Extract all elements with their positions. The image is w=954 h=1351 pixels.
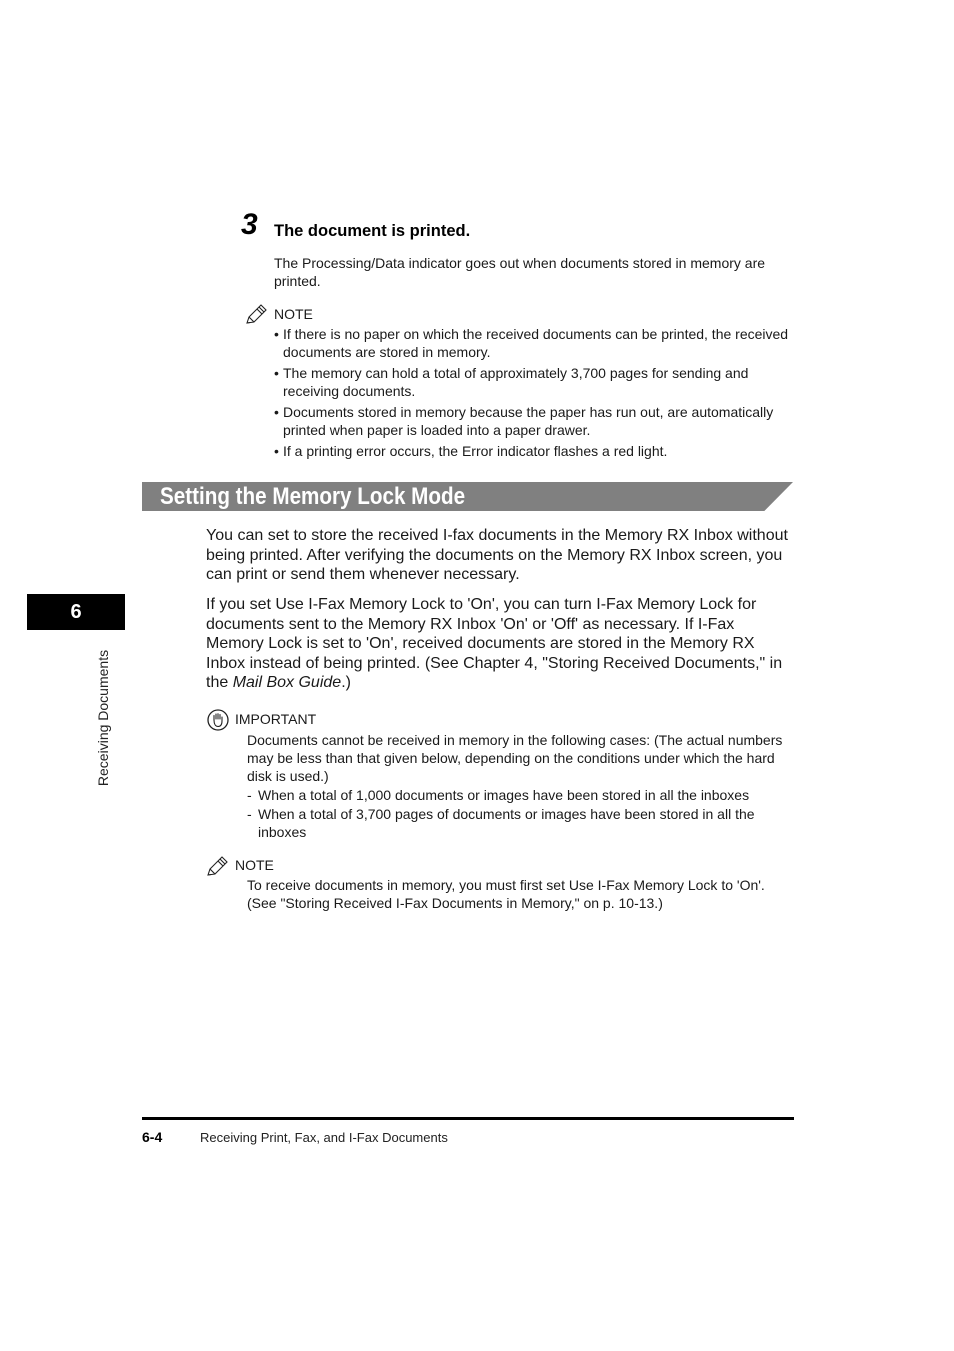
memory-lock-paragraph <box>206 595 794 693</box>
list-item: • If there is no paper on which the received documents can be printed, the received documents are stored in memory. <box>274 325 794 361</box>
list-item: - When a total of 3,700 pages of documents or images have been stored in all the inboxes <box>247 805 795 841</box>
note-text: To receive documents in memory, you must first set Use I-Fax Memory Lock to 'On'. (See "Storing Received I-Fax Documents in Memory," on p. 10-13.) <box>247 877 765 911</box>
important-list <box>247 786 795 842</box>
list-item: - When a total of 1,000 documents or images have been stored in all the inboxes <box>247 786 795 804</box>
footer-rule <box>142 1117 794 1120</box>
paragraph-end: .) <box>341 674 351 691</box>
step-title: The document is printed. <box>274 222 471 240</box>
important-text: Documents cannot be received in memory in the following cases: (The actual numbers may be less than that given below, depending on the conditions under which the hard disk is used.) <box>247 732 783 784</box>
paragraph-text: If you set Use I-Fax Memory Lock to 'On', you can turn I-Fax Memory Lock for documents sent to the Memory RX Inbox 'On' or 'Off' as necessary. If I-Fax Memory Lock is set to 'On', received documents are stored in the Memory RX Inbox instead of being printed. (See Chapter 4, "Storing Received Documents," in the <box>206 596 783 691</box>
step-description: The Processing/Data indicator goes out when documents stored in memory are printed. <box>274 255 766 289</box>
page-number: 6-4 <box>142 1129 163 1145</box>
chapter-tab: 6 <box>27 594 125 630</box>
section-title: Setting the Memory Lock Mode <box>160 483 466 510</box>
intro-paragraph: You can set to store the received I-fax documents in the Memory RX Inbox without being printed. After verifying the documents on the Memory RX Inbox screen, you can print or send them whenever necessary. <box>206 527 788 583</box>
list-item: • Documents stored in memory because the paper has run out, are automatically printed when paper is loaded into a paper drawer. <box>274 403 794 439</box>
note-label: NOTE <box>274 306 313 322</box>
note-label: NOTE <box>235 857 274 873</box>
hand-stop-icon <box>207 709 229 731</box>
important-label: IMPORTANT <box>235 711 317 727</box>
list-item: • If a printing error occurs, the Error indicator flashes a red light. <box>274 442 794 460</box>
list-item: • The memory can hold a total of approximately 3,700 pages for sending and receiving documents. <box>274 364 794 400</box>
chapter-side-label: Receiving Documents <box>95 649 111 787</box>
footer-title: Receiving Print, Fax, and I-Fax Documents <box>200 1130 448 1145</box>
note-list <box>274 325 794 463</box>
step-number: 3 <box>241 208 258 241</box>
pencil-note-icon <box>245 303 269 325</box>
guide-reference: Mail Box Guide <box>232 674 342 691</box>
pencil-note-icon <box>206 855 230 877</box>
